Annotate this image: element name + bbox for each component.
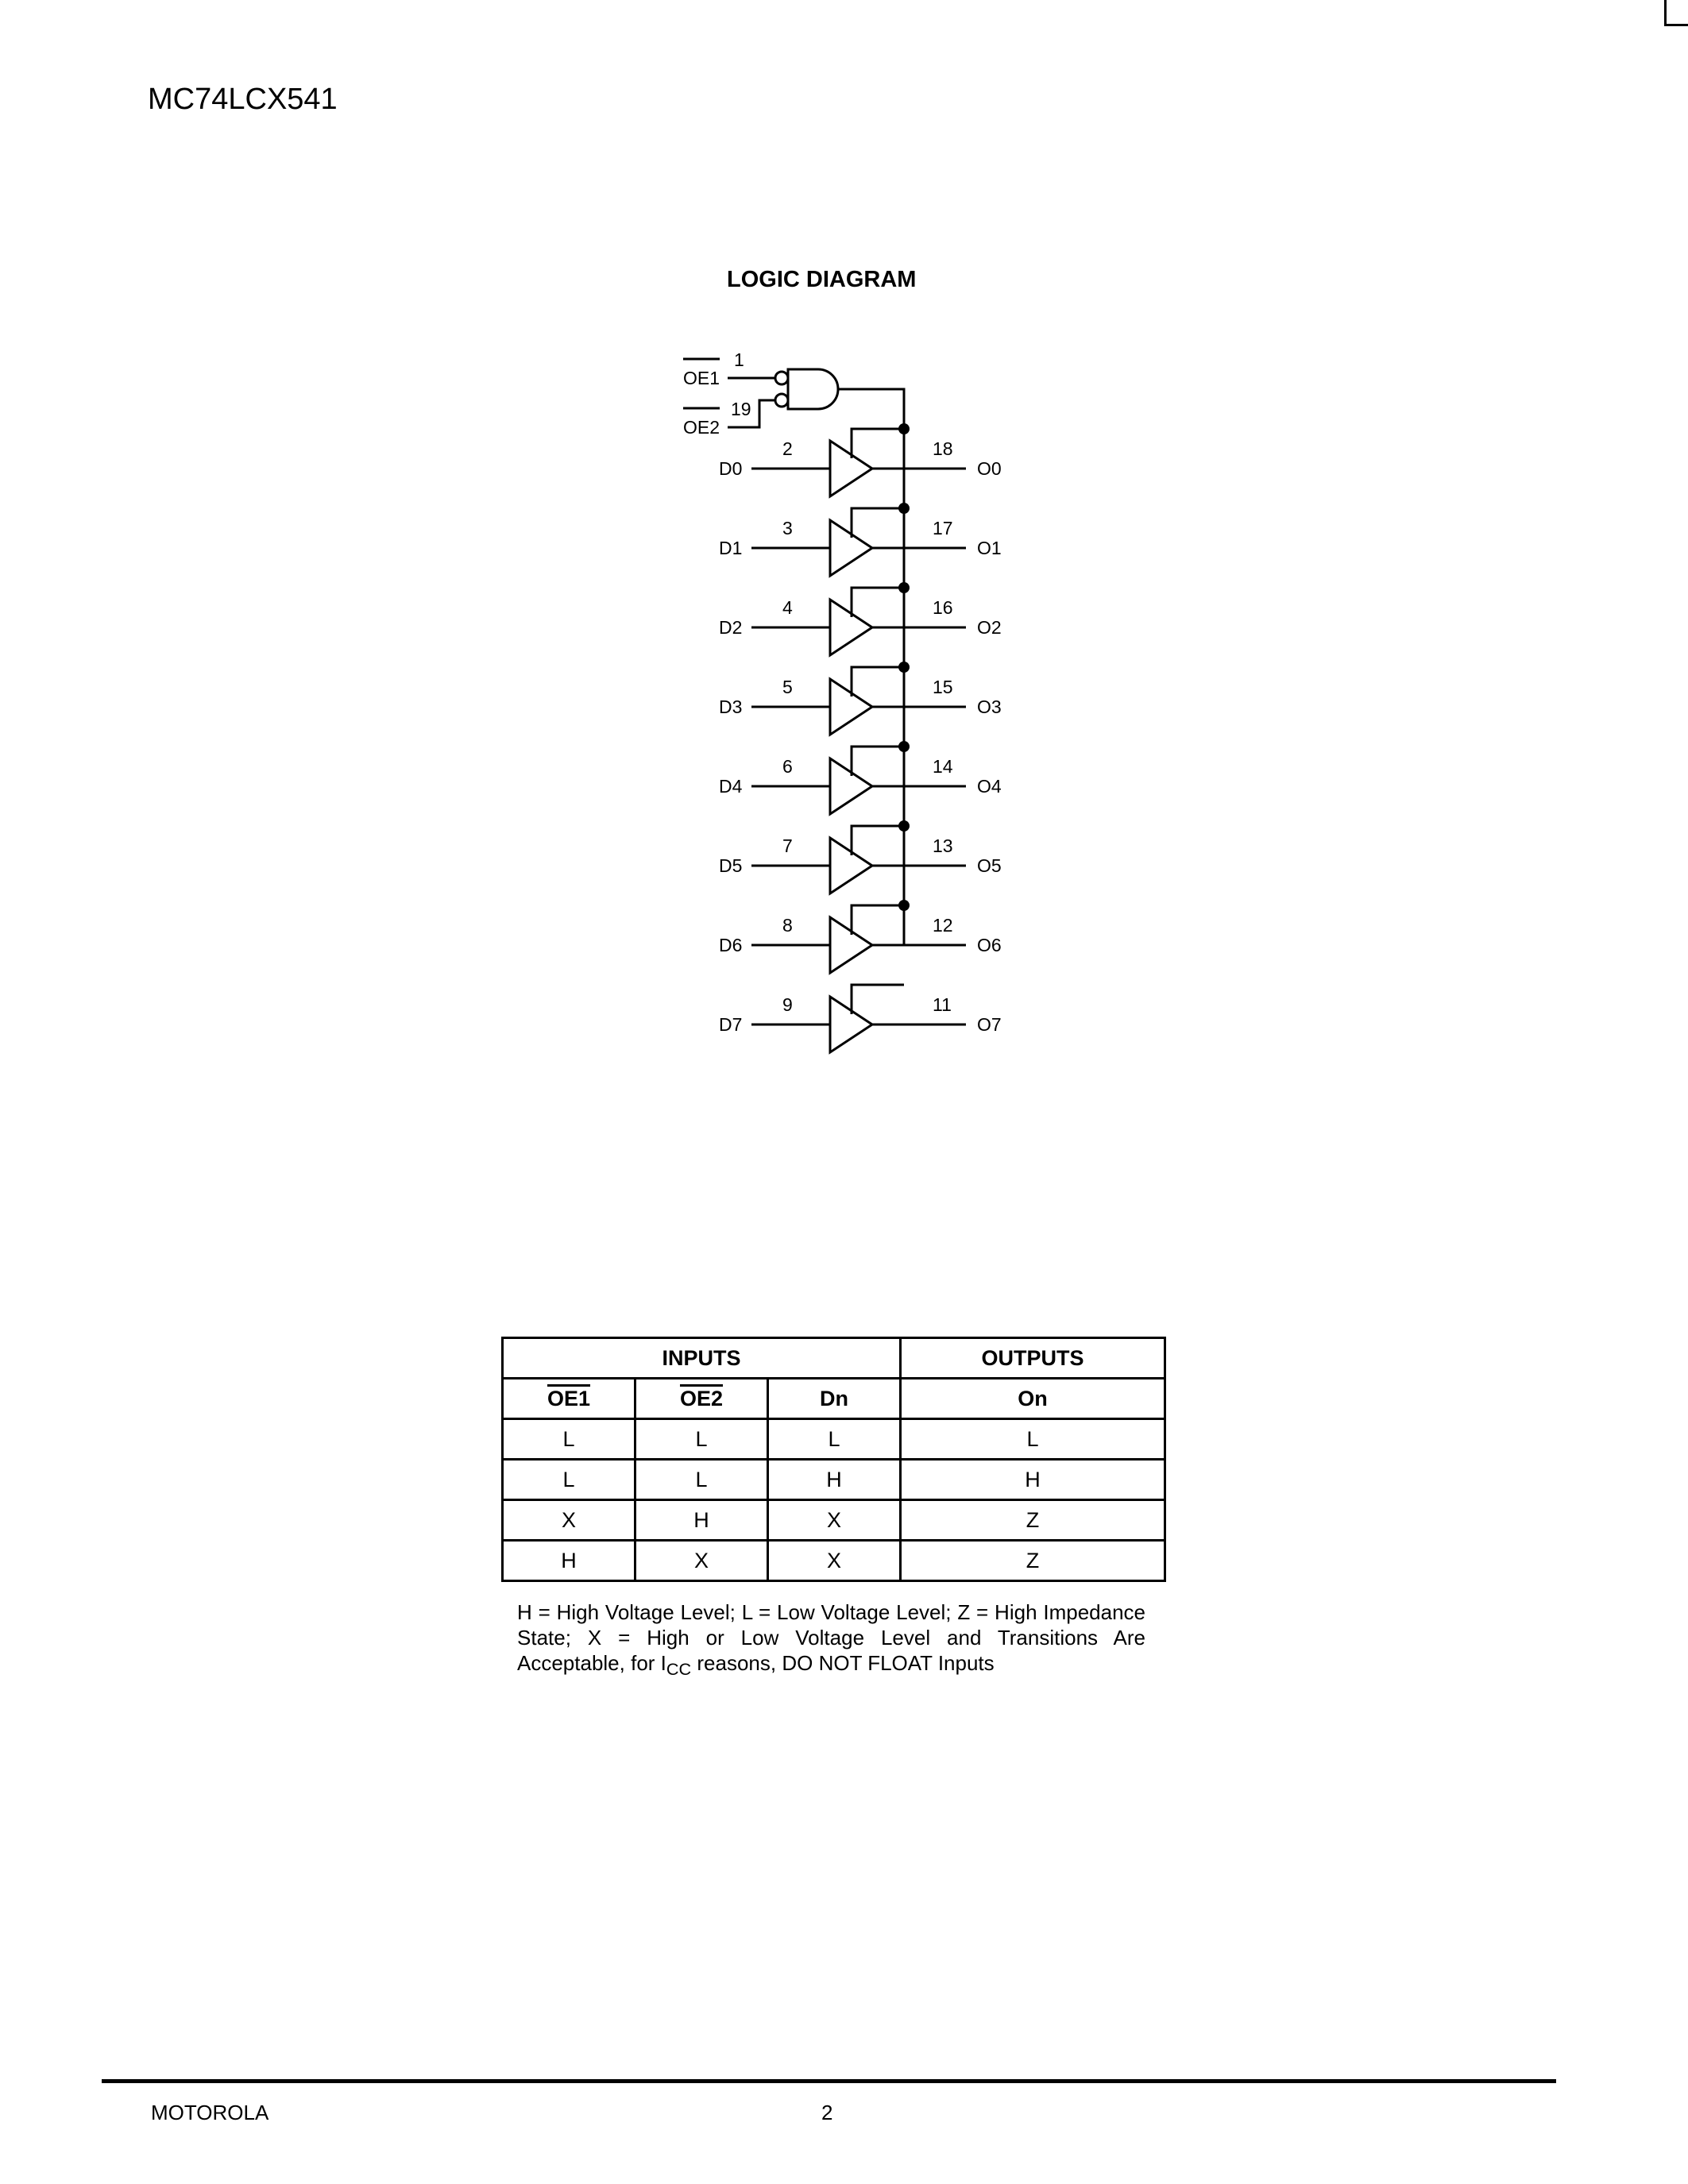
- input-label: D2: [719, 617, 743, 638]
- enable-tap: [852, 985, 904, 1014]
- input-pin-number: 8: [782, 915, 793, 936]
- header-oe1: OE1: [547, 1386, 591, 1410]
- enable-tap: [852, 905, 904, 935]
- page-number: 2: [821, 2101, 833, 2124]
- table-row: [503, 1541, 1165, 1581]
- input-pin-number: 4: [782, 597, 793, 618]
- output-pin-number: 12: [933, 915, 953, 936]
- oe2-pin-number: 19: [731, 399, 751, 419]
- input-pin-number: 2: [782, 438, 793, 459]
- input-label: D7: [719, 1014, 743, 1035]
- buffer-row: [719, 741, 1002, 814]
- output-pin-number: 16: [933, 597, 953, 618]
- buffer-row: [719, 582, 1002, 655]
- table-cell: X: [768, 1541, 901, 1581]
- junction-dot: [898, 423, 910, 434]
- note-subscript: CC: [666, 1659, 692, 1680]
- table-row: [503, 1460, 1165, 1500]
- output-pin-number: 18: [933, 438, 953, 459]
- table-cell: H: [635, 1500, 768, 1541]
- output-label: O4: [977, 776, 1002, 797]
- buffer-row: [719, 503, 1002, 576]
- input-label: D0: [719, 458, 743, 479]
- table-cell: H: [768, 1460, 901, 1500]
- output-pin-number: 14: [933, 756, 953, 777]
- input-pin-number: 9: [782, 994, 793, 1015]
- output-label: O7: [977, 1014, 1002, 1035]
- junction-dot: [898, 741, 910, 752]
- buffer-row: [719, 900, 1002, 973]
- note-tail: reasons, DO NOT FLOAT Inputs: [691, 1651, 995, 1675]
- table-row: [503, 1419, 1165, 1460]
- table-cell: Z: [901, 1500, 1165, 1541]
- table-cell: H: [503, 1541, 635, 1581]
- output-pin-number: 11: [933, 994, 952, 1015]
- header-on: On: [901, 1379, 1165, 1419]
- input-label: D6: [719, 935, 743, 955]
- output-label: O6: [977, 935, 1002, 955]
- junction-dot: [898, 503, 910, 514]
- table-cell: L: [503, 1419, 635, 1460]
- table-row: [503, 1500, 1165, 1541]
- oe1-inversion-bubble: [775, 372, 788, 384]
- table-cell: X: [635, 1541, 768, 1581]
- inputs-group-header: INPUTS: [503, 1338, 901, 1379]
- input-label: D1: [719, 538, 743, 558]
- outputs-group-header: OUTPUTS: [901, 1338, 1165, 1379]
- enable-tap: [852, 588, 904, 617]
- output-pin-number: 13: [933, 835, 953, 856]
- input-label: D5: [719, 855, 743, 876]
- diagram-title: LOGIC DIAGRAM: [727, 267, 917, 292]
- buffer-row: [719, 985, 1002, 1052]
- output-label: O3: [977, 696, 1002, 717]
- output-label: O0: [977, 458, 1002, 479]
- input-pin-number: 7: [782, 835, 793, 856]
- header-dn: Dn: [768, 1379, 901, 1419]
- enable-tap: [852, 667, 904, 696]
- output-label: O2: [977, 617, 1002, 638]
- input-pin-number: 3: [782, 518, 793, 538]
- table-cell: H: [901, 1460, 1165, 1500]
- enable-bus-top: [838, 389, 904, 429]
- buffer-row: [719, 423, 1002, 496]
- output-label: O1: [977, 538, 1002, 558]
- input-label: D3: [719, 696, 743, 717]
- enable-tap: [852, 508, 904, 538]
- oe2-inversion-bubble: [775, 394, 788, 407]
- table-cell: L: [635, 1460, 768, 1500]
- input-pin-number: 6: [782, 756, 793, 777]
- table-cell: L: [503, 1460, 635, 1500]
- table-cell: Z: [901, 1541, 1165, 1581]
- enable-tap: [852, 826, 904, 855]
- oe2-label: OE2: [683, 417, 720, 438]
- oe1-pin-number: 1: [734, 349, 744, 370]
- output-label: O5: [977, 855, 1002, 876]
- buffer-row: [719, 820, 1002, 893]
- enable-tap: [852, 747, 904, 776]
- input-pin-number: 5: [782, 677, 793, 697]
- enable-tap: [852, 429, 904, 458]
- part-number: MC74LCX541: [148, 83, 338, 116]
- header-oe2: OE2: [679, 1386, 724, 1410]
- table-cell: X: [768, 1500, 901, 1541]
- note-text: H = High Voltage Level; L = Low Voltage Level; Z = High Impedance State; X = High or Low Voltage Level and Transitions Are Acceptable, for I: [517, 1600, 1145, 1675]
- junction-dot: [898, 582, 910, 593]
- table-cell: L: [635, 1419, 768, 1460]
- oe1-label: OE1: [683, 368, 720, 388]
- enable-nor-gate: [788, 369, 838, 409]
- table-cell: L: [768, 1419, 901, 1460]
- input-label: D4: [719, 776, 743, 797]
- footer-company: MOTOROLA: [151, 2101, 269, 2124]
- table-cell: X: [503, 1500, 635, 1541]
- junction-dot: [898, 662, 910, 673]
- junction-dot: [898, 820, 910, 832]
- table-cell: L: [901, 1419, 1165, 1460]
- footer-rule: [102, 2079, 1556, 2083]
- output-pin-number: 15: [933, 677, 953, 697]
- junction-dot: [898, 900, 910, 911]
- output-pin-number: 17: [933, 518, 953, 538]
- buffer-row: [719, 662, 1002, 735]
- truth-table: [501, 1337, 1166, 1582]
- truth-table-note: [517, 1599, 1145, 1682]
